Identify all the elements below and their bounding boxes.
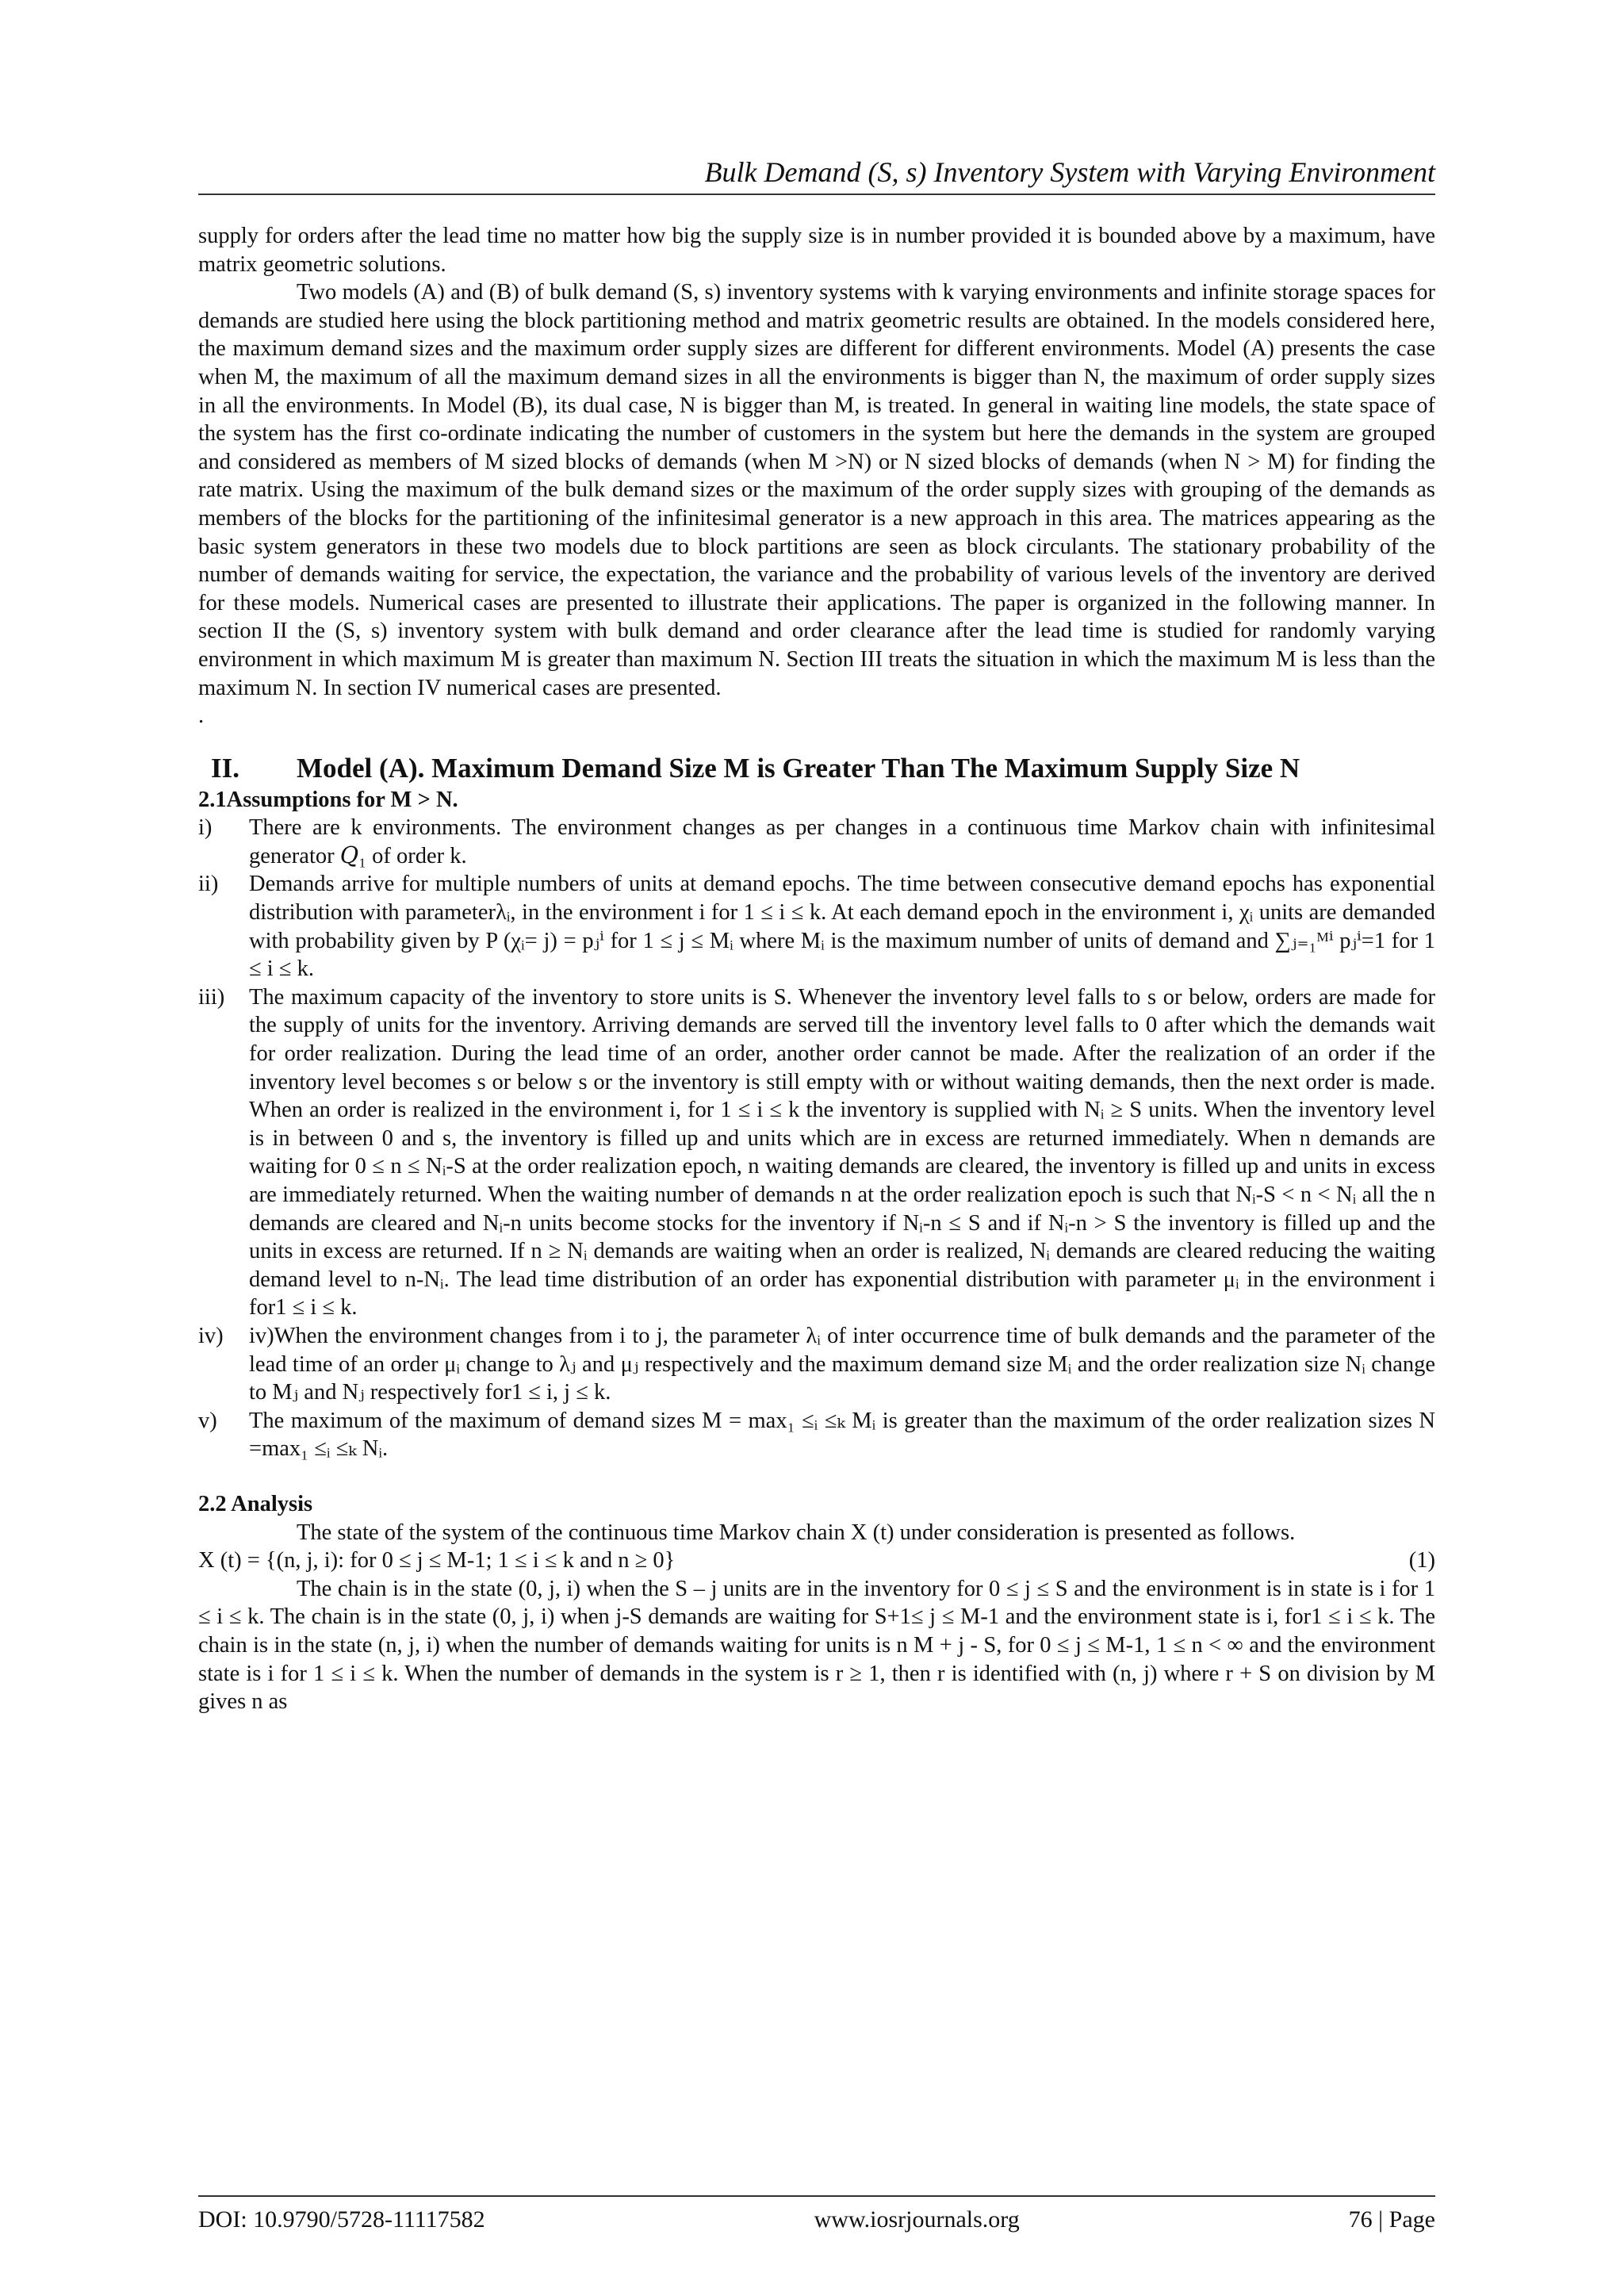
item-text: The maximum capacity of the inventory to store units is S. Whenever the inventory level falls to s or below, orders are made for the supply of units for the inventory. Arriving demands are served till the inventory level falls to 0 after which the demands wait for order realization. During the lead time of an order, another order cannot be made. After the realization of an order if the inventory level becomes s or below s or the inventory is still empty with or without waiting demands, then the next order is made. When an order is realized in the environment i, for 1 ≤ i ≤ k the inventory is supplied with Nᵢ ≥ S units. When the inventory level is in between 0 and s, the inventory is filled up and units which are in excess are returned immediately. When n demands are waiting for 0 ≤ n ≤ Nᵢ-S at the order realization epoch, n waiting demands are cleared, the inventory is filled up and units in excess are immediately returned. When the waiting number of demands n at the order realization epoch is such that Nᵢ-S < n < Nᵢ all the n demands are cleared and Nᵢ-n units become stocks for the inventory if Nᵢ-n ≤ S and if Nᵢ-n > S the inventory is filled up and the units in excess are returned. If n ≥ Nᵢ demands are waiting when an order is realized, Nᵢ demands are cleared reducing the waiting demand level to n-Nᵢ. The lead time distribution of an order has exponential distribution with parameter μᵢ in the environment i for1 ≤ i ≤ k. — [249, 984, 1435, 1320]
item-text: Demands arrive for multiple numbers of units at demand epochs. The time between consecutive demand epochs has exponential distribution with parameterλᵢ, in the environment i for 1 ≤ i ≤ k. At each demand epoch in the environment i, χᵢ units are demanded with probability given by P (χᵢ= j) = pⱼⁱ for 1 ≤ j ≤ Mᵢ where Mᵢ is the maximum number of units of demand and ∑ⱼ₌₁ᴹⁱ pⱼⁱ=1 for 1 ≤ i ≤ k. — [249, 872, 1435, 982]
list-item — [198, 814, 1435, 870]
footer-website: www.iosrjournals.org — [814, 2206, 1020, 2233]
equation-1-number: (1) — [1408, 1548, 1435, 1573]
header-rule — [198, 194, 1435, 195]
equation-1 — [198, 1547, 1435, 1575]
list-item — [198, 1322, 1435, 1407]
analysis-paragraph-2: The chain is in the state (0, j, i) when the S – j units are in the inventory for 0 ≤ j ≤ S and the environment is in state is i for 1 ≤ i ≤ k. The chain is in the state (0, j, i) when j-S demands are waiting for S+1≤ j ≤ M-1 and the environment state is i, for1 ≤ i ≤ k. The chain is in the state (n, j, i) when the number of demands waiting for units is n M + j - S, for 0 ≤ j ≤ M-1, 1 ≤ n < ∞ and the environment state is i for 1 ≤ i ≤ k. When the number of demands in the system is r ≥ 1, then r is identified with (n, j) where r + S on division by M gives n as — [198, 1576, 1435, 1715]
item-text: The maximum of the maximum of demand sizes M = max₁ ≤ᵢ ≤ₖ Mᵢ is greater than the maximum of the order realization sizes N =max₁ ≤ᵢ ≤ₖ Nᵢ. — [249, 1408, 1435, 1462]
list-item — [198, 870, 1435, 983]
assumptions-list — [198, 814, 1435, 1463]
item-number: iii) — [198, 984, 225, 1010]
intro-paragraph-1: supply for orders after the lead time no matter how big the supply size is in number provided it is bounded above by a maximum, have matrix geometric solutions. — [198, 224, 1435, 277]
list-item — [198, 1407, 1435, 1463]
footer-doi: DOI: 10.9790/5728-11117582 — [198, 2206, 485, 2233]
footer-page-number: 76 | Page — [1348, 2206, 1435, 2233]
subsection-heading-analysis: 2.2 Analysis — [198, 1491, 313, 1516]
stray-dot: . — [198, 703, 205, 729]
list-item — [198, 983, 1435, 1322]
running-header: Bulk Demand (S, s) Inventory System with Varying Environment — [704, 156, 1435, 188]
subsection-heading-assumptions: 2.1Assumptions for M > N. — [198, 787, 458, 812]
item-text: There are k environments. The environment changes as per changes in a continuous time Markov chain with infinitesimal generator 𝑄₁ of order k. — [249, 815, 1435, 868]
item-number: v) — [198, 1408, 217, 1433]
intro-paragraph-2: Two models (A) and (B) of bulk demand (S, s) inventory systems with k varying environments and infinite storage spaces for demands are studied here using the block partitioning method and matrix geometric results are obtained. In the models considered here, the maximum demand sizes and the maximum order supply sizes are different for different environments. Model (A) presents the case when M, the maximum of all the maximum demand sizes in all the environments is bigger than N, the maximum of order supply sizes in all the environments. In Model (B), its dual case, N is bigger than M, is treated. In general in waiting line models, the state space of the system has the first co-ordinate indicating the number of customers in the system but here the demands in the system are grouped and considered as members of M sized blocks of demands (when M >N) or N sized blocks of demands (when N > M) for finding the rate matrix. Using the maximum of the bulk demand sizes or the maximum of the order supply sizes with grouping of the demands as members of the blocks for the partitioning of the infinitesimal generator is a new approach in this area. The matrices appearing as the basic system generators in these two models due to block partitions are seen as block circulants. The stationary probability of the number of demands waiting for service, the expectation, the variance and the probability of various levels of the inventory are derived for these models. Numerical cases are presented to illustrate their applications. The paper is organized in the following manner. In section II the (S, s) inventory system with bulk demand and order clearance after the lead time is studied for randomly varying environment in which maximum M is greater than maximum N. Section III treats the situation in which the maximum M is less than the maximum N. In section IV numerical cases are presented. — [198, 280, 1435, 700]
section-title: Model (A). Maximum Demand Size M is Greater Than The Maximum Supply Size N — [297, 752, 1300, 784]
equation-1-body: X (t) = {(n, j, i): for 0 ≤ j ≤ M-1; 1 ≤ i ≤ k and n ≥ 0} — [198, 1548, 676, 1573]
footer — [198, 2206, 1435, 2233]
item-text: iv)When the environment changes from i to j, the parameter λᵢ of inter occurrence time of bulk demands and the parameter of the lead time of an order μᵢ change to λⱼ and μⱼ respectively and the maximum demand size Mᵢ and the order realization size Nᵢ change to Mⱼ and Nⱼ respectively for1 ≤ i, j ≤ k. — [249, 1323, 1435, 1405]
item-number: ii) — [198, 872, 219, 897]
item-number: i) — [198, 815, 213, 841]
analysis-paragraph-1: The state of the system of the continuous time Markov chain X (t) under consideration is presented as follows. — [297, 1520, 1296, 1545]
section-heading — [198, 751, 1435, 786]
body-text — [198, 222, 1435, 1716]
section-number: II. — [211, 752, 239, 784]
item-number: iv) — [198, 1323, 224, 1348]
footer-rule — [198, 2195, 1435, 2197]
